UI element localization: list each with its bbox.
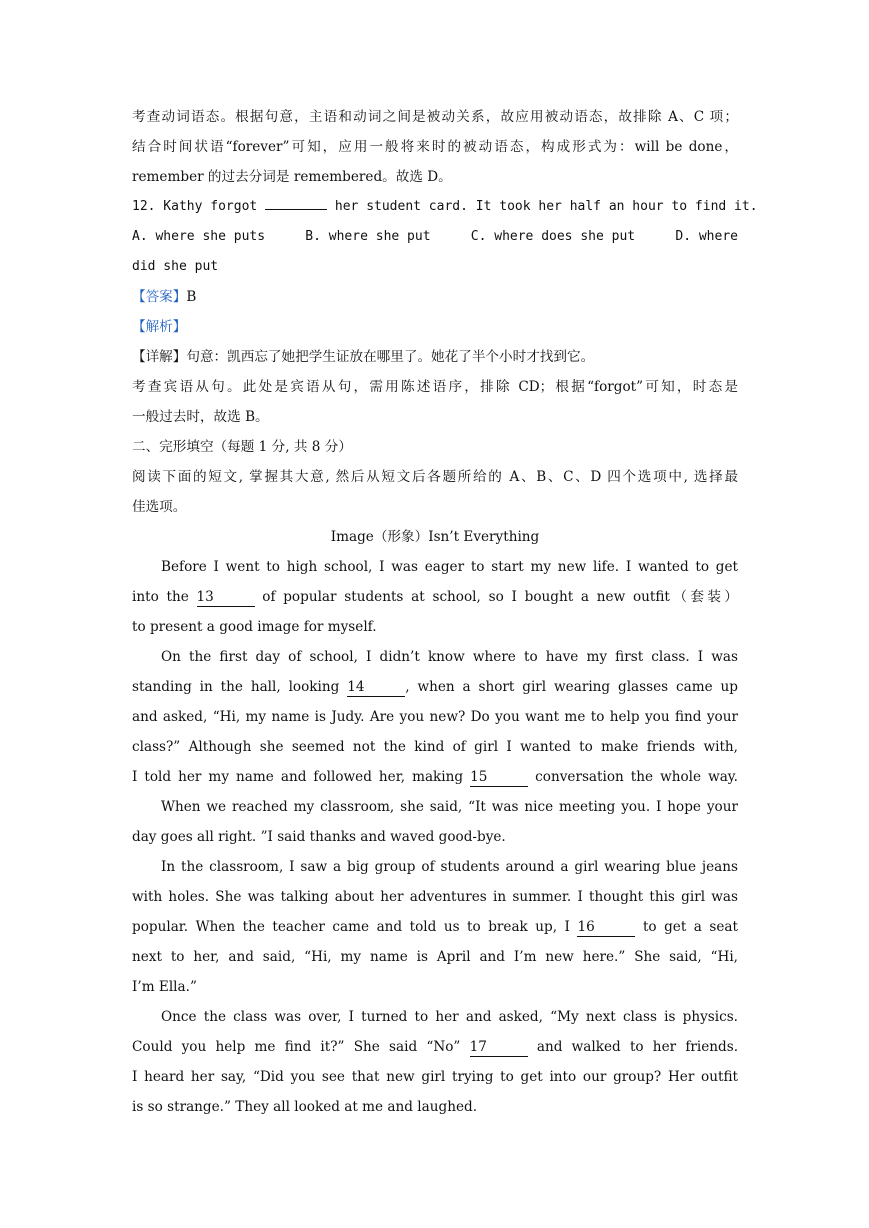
passage-line: I heard her say, “Did you see that new girl trying to get into our group? Her outfit xyxy=(132,1069,738,1085)
instruction-line: 阅读下面的短文, 掌握其大意, 然后从短文后各题所给的 A、B、C、D 四个选项中, 选择最 xyxy=(132,469,738,485)
answer-blank xyxy=(265,209,327,210)
explanation-line: 考查宾语从句。此处是宾语从句，需用陈述语序，排除 CD；根据“forgot”可知，时态是 xyxy=(132,379,738,395)
passage-line: day goes all right. ”I said thanks and waved good-bye. xyxy=(132,829,506,845)
passage-line: into the 13 of popular students at school, so I bought a new outfit（套装） xyxy=(132,589,738,605)
passage-line: next to her, and said, “Hi, my name is April and I’m new here.” She said, “Hi, xyxy=(132,949,738,965)
blank-15: 15 xyxy=(470,769,528,787)
section-heading: 二、完形填空（每题 1 分, 共 8 分） xyxy=(132,439,352,455)
blank-17: 17 xyxy=(470,1039,528,1057)
option-b: B. where she put xyxy=(305,229,431,244)
passage-line: In the classroom, I saw a big group of students around a girl wearing blue jeans xyxy=(161,859,738,875)
detail-tag: 【详解】 xyxy=(132,349,187,365)
passage-line: I’m Ella.” xyxy=(132,979,197,995)
document-page xyxy=(132,102,758,1122)
question-12-stem: 12. Kathy forgot her student card. It took her half an hour to find it. xyxy=(132,199,758,214)
passage-line: When we reached my classroom, she said, “It was nice meeting you. I hope your xyxy=(161,799,738,815)
explanation-line: remember 的过去分词是 remembered。故选 D。 xyxy=(132,169,452,185)
passage-line: popular. When the teacher came and told us to break up, I 16 to get a seat xyxy=(132,919,738,935)
passage-line: to present a good image for myself. xyxy=(132,619,377,635)
blank-16: 16 xyxy=(577,919,635,937)
passage-line: Once the class was over, I turned to her and asked, “My next class is physics. xyxy=(161,1009,738,1025)
analysis-tag: 【解析】 xyxy=(132,319,187,335)
explanation-line: 一般过去时，故选 B。 xyxy=(132,409,269,425)
explanation-line: 考查动词语态。根据句意，主语和动词之间是被动关系，故应用被动语态，故排除 A、C 项； xyxy=(132,109,738,125)
answer-line xyxy=(132,282,738,312)
blank-13: 13 xyxy=(197,589,255,607)
passage-line: standing in the hall, looking 14 , when a short girl wearing glasses came up xyxy=(132,679,739,695)
passage-line: with holes. She was talking about her adventures in summer. I thought this girl was xyxy=(132,889,738,905)
instruction-line: 佳选项。 xyxy=(132,499,187,515)
passage-line: I told her my name and followed her, making 15 conversation the whole way. xyxy=(132,769,739,785)
passage-line: is so strange.” They all looked at me and laughed. xyxy=(132,1099,478,1115)
option-d: D. where xyxy=(675,229,738,244)
passage-line: Could you help me find it?” She said “No” 17 and walked to her friends. xyxy=(132,1039,739,1055)
answer-tag: 【答案】 xyxy=(132,289,187,305)
option-c: C. where does she put xyxy=(470,229,636,244)
option-a: A. where she puts xyxy=(132,229,266,244)
passage-line: class?” Although she seemed not the kind of girl I wanted to make friends with, xyxy=(132,739,738,755)
option-d-continued: did she put xyxy=(132,259,219,274)
passage-title: Image（形象）Isn’t Everything xyxy=(330,529,540,545)
answer-value: B xyxy=(186,289,197,305)
blank-14: 14 xyxy=(347,679,405,697)
detail-line: 【详解】句意：凯西忘了她把学生证放在哪里了。她花了半个小时才找到它。 xyxy=(132,349,595,365)
explanation-line: 结合时间状语“forever”可知，应用一般将来时的被动语态，构成形式为：will be done， xyxy=(132,139,738,155)
passage-line: Before I went to high school, I was eager to start my new life. I wanted to get xyxy=(161,559,738,575)
question-12-options xyxy=(132,222,738,252)
passage-line: On the first day of school, I didn’t know where to have my first class. I was xyxy=(161,649,738,665)
passage-line: and asked, “Hi, my name is Judy. Are you new? Do you want me to help you find your xyxy=(132,709,738,725)
